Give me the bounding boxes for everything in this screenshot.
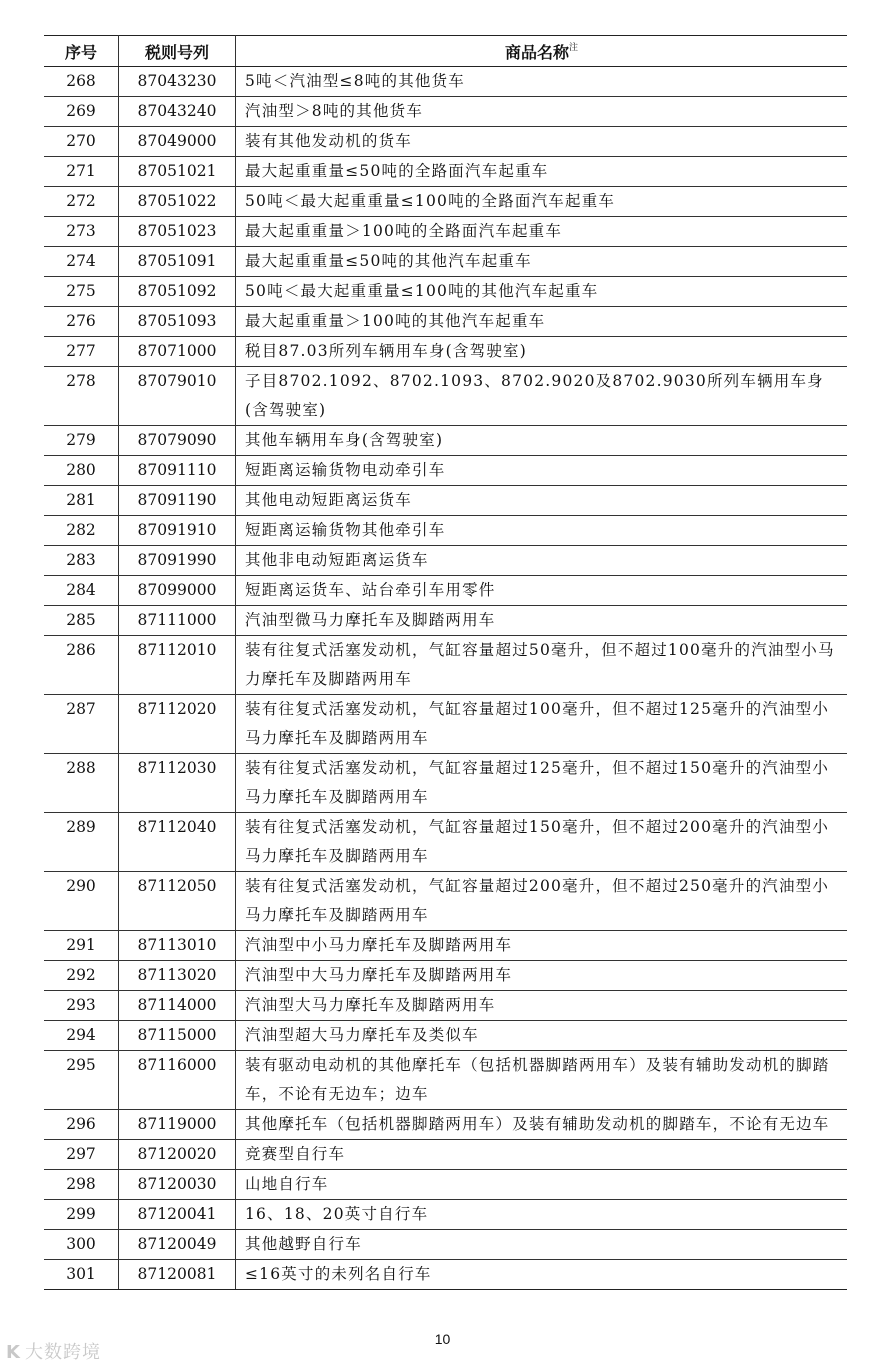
cell-index: 279 (44, 426, 119, 456)
cell-index: 289 (44, 813, 119, 872)
cell-index: 276 (44, 307, 119, 337)
cell-code: 87120041 (119, 1200, 236, 1230)
table-row (44, 486, 847, 516)
cell-index: 273 (44, 217, 119, 247)
cell-name: 其他摩托车（包括机器脚踏两用车）及装有辅助发动机的脚踏车，不论有无边车 (236, 1110, 848, 1140)
cell-index: 282 (44, 516, 119, 546)
cell-index: 286 (44, 636, 119, 695)
cell-name: 汽油型微马力摩托车及脚踏两用车 (236, 606, 848, 636)
table-row (44, 1260, 847, 1290)
cell-code: 87043230 (119, 67, 236, 97)
table-row (44, 97, 847, 127)
table-row (44, 1170, 847, 1200)
commodity-table (44, 35, 847, 1290)
cell-index: 296 (44, 1110, 119, 1140)
table-row (44, 1230, 847, 1260)
cell-code: 87091990 (119, 546, 236, 576)
table-row (44, 813, 847, 872)
cell-code: 87113010 (119, 931, 236, 961)
cell-code: 87091190 (119, 486, 236, 516)
cell-name: 5吨＜汽油型≤8吨的其他货车 (236, 67, 848, 97)
cell-name: 竞赛型自行车 (236, 1140, 848, 1170)
cell-code: 87051091 (119, 247, 236, 277)
cell-name: 16、18、20英寸自行车 (236, 1200, 848, 1230)
cell-index: 297 (44, 1140, 119, 1170)
cell-index: 277 (44, 337, 119, 367)
table-header-row (44, 36, 847, 67)
cell-code: 87116000 (119, 1051, 236, 1110)
cell-name: 短距离运货车、站台牵引车用零件 (236, 576, 848, 606)
cell-name: 50吨＜最大起重重量≤100吨的其他汽车起重车 (236, 277, 848, 307)
cell-name: 最大起重重量＞100吨的全路面汽车起重车 (236, 217, 848, 247)
cell-name: 山地自行车 (236, 1170, 848, 1200)
table-row (44, 516, 847, 546)
cell-code: 87071000 (119, 337, 236, 367)
table-row (44, 1051, 847, 1110)
cell-index: 291 (44, 931, 119, 961)
cell-name: 子目8702.1092、8702.1093、8702.9020及8702.9030所列车辆用车身(含驾驶室) (236, 367, 848, 426)
cell-code: 87113020 (119, 961, 236, 991)
cell-name: 装有往复式活塞发动机，气缸容量超过100毫升，但不超过125毫升的汽油型小马力摩托车及脚踏两用车 (236, 695, 848, 754)
cell-code: 87091110 (119, 456, 236, 486)
cell-index: 283 (44, 546, 119, 576)
cell-index: 269 (44, 97, 119, 127)
header-name (236, 36, 848, 67)
table-row (44, 337, 847, 367)
cell-index: 298 (44, 1170, 119, 1200)
table-row (44, 277, 847, 307)
cell-name: 装有其他发动机的货车 (236, 127, 848, 157)
table-row (44, 247, 847, 277)
cell-name: 汽油型大马力摩托车及脚踏两用车 (236, 991, 848, 1021)
table-row (44, 187, 847, 217)
cell-code: 87051092 (119, 277, 236, 307)
cell-name: 最大起重重量＞100吨的其他汽车起重车 (236, 307, 848, 337)
table-row (44, 157, 847, 187)
cell-code: 87120020 (119, 1140, 236, 1170)
table-row (44, 1140, 847, 1170)
table-row (44, 217, 847, 247)
header-index: 序号 (44, 36, 119, 67)
table-row (44, 307, 847, 337)
cell-code: 87114000 (119, 991, 236, 1021)
table-row (44, 754, 847, 813)
cell-index: 295 (44, 1051, 119, 1110)
cell-name: 其他越野自行车 (236, 1230, 848, 1260)
table-row (44, 456, 847, 486)
cell-name: 税目87.03所列车辆用车身(含驾驶室) (236, 337, 848, 367)
cell-name: 装有往复式活塞发动机，气缸容量超过200毫升，但不超过250毫升的汽油型小马力摩托车及脚踏两用车 (236, 872, 848, 931)
cell-name: 50吨＜最大起重重量≤100吨的全路面汽车起重车 (236, 187, 848, 217)
cell-code: 87051023 (119, 217, 236, 247)
cell-index: 275 (44, 277, 119, 307)
page-number: 10 (434, 1331, 451, 1347)
cell-code: 87112030 (119, 754, 236, 813)
table-row (44, 872, 847, 931)
cell-name: 装有驱动电动机的其他摩托车（包括机器脚踏两用车）及装有辅助发动机的脚踏车，不论有无边车；边车 (236, 1051, 848, 1110)
table-row (44, 636, 847, 695)
cell-code: 87112040 (119, 813, 236, 872)
cell-name: 其他电动短距离运货车 (236, 486, 848, 516)
table-row (44, 67, 847, 97)
cell-code: 87051021 (119, 157, 236, 187)
cell-name: 汽油型中小马力摩托车及脚踏两用车 (236, 931, 848, 961)
cell-index: 301 (44, 1260, 119, 1290)
cell-name: 其他车辆用车身(含驾驶室) (236, 426, 848, 456)
cell-code: 87111000 (119, 606, 236, 636)
cell-index: 271 (44, 157, 119, 187)
cell-code: 87112020 (119, 695, 236, 754)
cell-code: 87051093 (119, 307, 236, 337)
table-row (44, 1200, 847, 1230)
table-row (44, 546, 847, 576)
table-row (44, 991, 847, 1021)
cell-index: 270 (44, 127, 119, 157)
cell-name: 最大起重重量≤50吨的全路面汽车起重车 (236, 157, 848, 187)
cell-index: 272 (44, 187, 119, 217)
cell-index: 292 (44, 961, 119, 991)
header-name-note: 注 (569, 42, 579, 53)
cell-code: 87119000 (119, 1110, 236, 1140)
cell-name: 汽油型＞8吨的其他货车 (236, 97, 848, 127)
cell-code: 87043240 (119, 97, 236, 127)
watermark (6, 1338, 101, 1364)
cell-name: 汽油型超大马力摩托车及类似车 (236, 1021, 848, 1051)
table-body (44, 67, 847, 1290)
table-row (44, 426, 847, 456)
table-row (44, 1021, 847, 1051)
table-row (44, 695, 847, 754)
cell-index: 287 (44, 695, 119, 754)
cell-index: 278 (44, 367, 119, 426)
cell-index: 294 (44, 1021, 119, 1051)
cell-code: 87112010 (119, 636, 236, 695)
cell-name: 短距离运输货物电动牵引车 (236, 456, 848, 486)
table-row (44, 576, 847, 606)
watermark-logo: K (6, 1342, 21, 1363)
cell-name: 其他非电动短距离运货车 (236, 546, 848, 576)
cell-index: 280 (44, 456, 119, 486)
table-row (44, 961, 847, 991)
cell-code: 87120081 (119, 1260, 236, 1290)
cell-code: 87051022 (119, 187, 236, 217)
cell-index: 268 (44, 67, 119, 97)
cell-name: 装有往复式活塞发动机，气缸容量超过150毫升，但不超过200毫升的汽油型小马力摩托车及脚踏两用车 (236, 813, 848, 872)
cell-code: 87112050 (119, 872, 236, 931)
cell-name: 最大起重重量≤50吨的其他汽车起重车 (236, 247, 848, 277)
cell-index: 288 (44, 754, 119, 813)
table-row (44, 367, 847, 426)
cell-index: 300 (44, 1230, 119, 1260)
watermark-text: 大数跨境 (24, 1342, 101, 1363)
cell-index: 293 (44, 991, 119, 1021)
cell-code: 87120049 (119, 1230, 236, 1260)
cell-code: 87120030 (119, 1170, 236, 1200)
cell-index: 281 (44, 486, 119, 516)
cell-name: 短距离运输货物其他牵引车 (236, 516, 848, 546)
table-row (44, 127, 847, 157)
table-row (44, 1110, 847, 1140)
cell-index: 274 (44, 247, 119, 277)
cell-index: 299 (44, 1200, 119, 1230)
cell-index: 290 (44, 872, 119, 931)
cell-code: 87049000 (119, 127, 236, 157)
header-name-label: 商品名称 (504, 42, 569, 62)
table-row (44, 931, 847, 961)
cell-code: 87099000 (119, 576, 236, 606)
cell-code: 87091910 (119, 516, 236, 546)
cell-name: ≤16英寸的未列名自行车 (236, 1260, 848, 1290)
cell-name: 汽油型中大马力摩托车及脚踏两用车 (236, 961, 848, 991)
cell-code: 87115000 (119, 1021, 236, 1051)
cell-name: 装有往复式活塞发动机，气缸容量超过125毫升，但不超过150毫升的汽油型小马力摩托车及脚踏两用车 (236, 754, 848, 813)
cell-code: 87079010 (119, 367, 236, 426)
table-row (44, 606, 847, 636)
cell-code: 87079090 (119, 426, 236, 456)
cell-index: 284 (44, 576, 119, 606)
cell-index: 285 (44, 606, 119, 636)
header-code: 税则号列 (119, 36, 236, 67)
cell-name: 装有往复式活塞发动机，气缸容量超过50毫升，但不超过100毫升的汽油型小马力摩托车及脚踏两用车 (236, 636, 848, 695)
